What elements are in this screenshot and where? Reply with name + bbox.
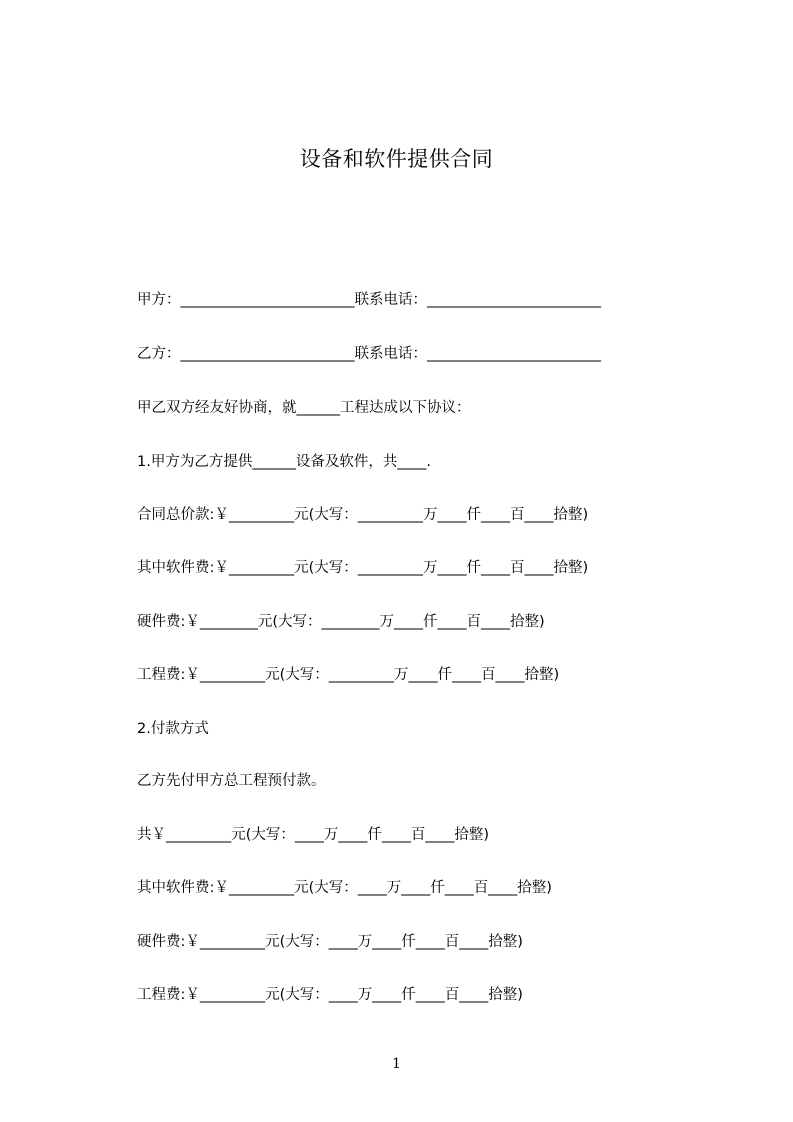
prepayment-software-line: 其中软件费:￥_________元(大写：____万____仟____百____拾整): [137, 880, 552, 896]
clause-2-heading: 2.付款方式: [137, 721, 209, 737]
agreement-intro: 甲乙双方经友好协商，就______工程达成以下协议：: [137, 400, 471, 416]
hardware-fee-line: 硬件费:￥________元(大写：________万____仟____百____拾整): [137, 614, 545, 630]
prepayment-total-line: 共￥_________元(大写：____万____仟____百____拾整): [137, 827, 490, 843]
engineering-fee-line: 工程费:￥_________元(大写：_________万____仟____百____拾整): [137, 667, 560, 683]
prepayment-hardware-line: 硬件费:￥_________元(大写：____万____仟____百____拾整): [137, 934, 523, 950]
party-a-line: 甲方：________________________联系电话：________________________: [137, 292, 601, 308]
clause-1-supply: 1.甲方为乙方提供______设备及软件，共____.: [137, 454, 431, 470]
prepayment-engineering-line: 工程费:￥_________元(大写：____万____仟____百____拾整): [137, 987, 523, 1003]
party-b-line: 乙方：________________________联系电话：________________________: [137, 346, 601, 362]
prepayment-line: 乙方先付甲方总工程预付款。: [137, 773, 326, 789]
total-price-line: 合同总价款:￥_________元(大写：_________万____仟____百____拾整): [137, 507, 589, 523]
page-number: 1: [392, 1056, 401, 1072]
document-title: 设备和软件提供合同: [299, 147, 494, 171]
software-fee-line: 其中软件费:￥_________元(大写：_________万____仟____百____拾整): [137, 560, 589, 576]
